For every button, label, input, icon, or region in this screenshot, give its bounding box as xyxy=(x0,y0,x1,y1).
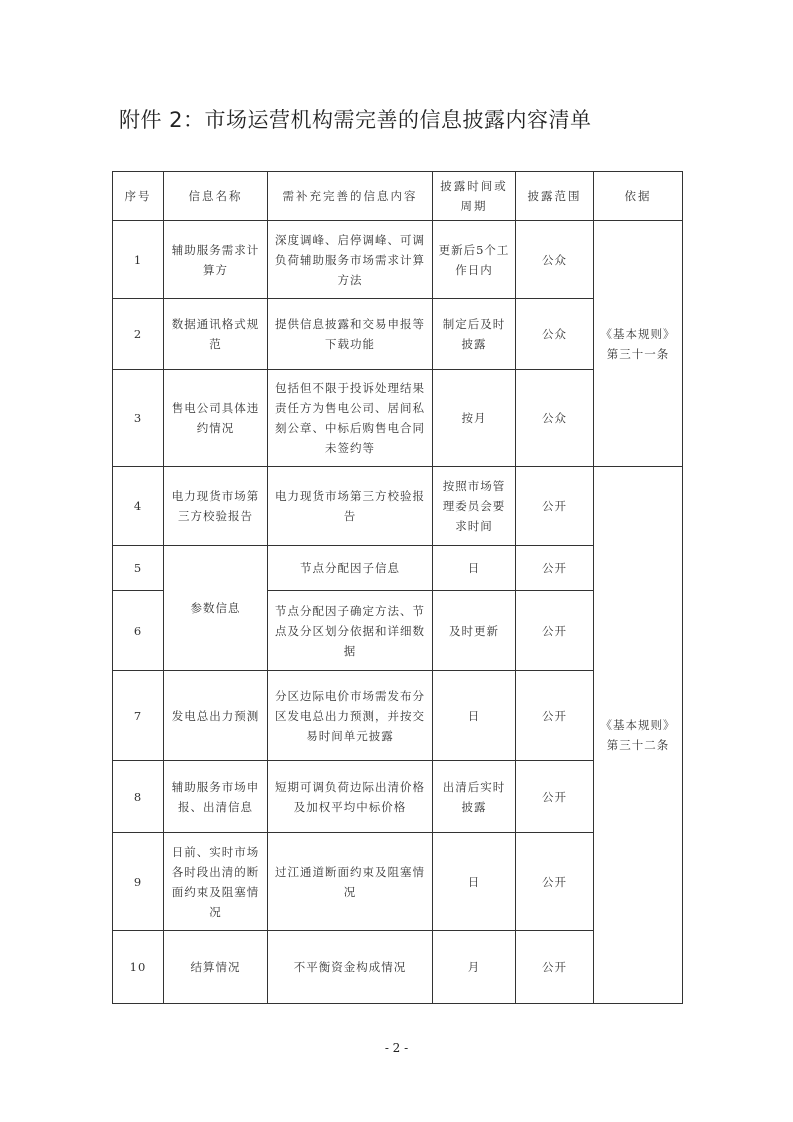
row-scope: 公开 xyxy=(516,591,594,671)
row-scope: 公开 xyxy=(516,546,594,591)
row-name: 辅助服务需求计算方 xyxy=(164,221,268,299)
row-scope: 公众 xyxy=(516,299,594,370)
row-timing: 出清后实时披露 xyxy=(433,761,516,833)
row-scope: 公开 xyxy=(516,931,594,1004)
row-name: 参数信息 xyxy=(164,546,268,671)
row-index: 6 xyxy=(113,591,164,671)
row-scope: 公众 xyxy=(516,221,594,299)
row-content: 分区边际电价市场需发布分区发电总出力预测，并按交易时间单元披露 xyxy=(268,671,433,761)
table-row xyxy=(113,221,683,299)
row-scope: 公开 xyxy=(516,671,594,761)
row-index: 1 xyxy=(113,221,164,299)
row-index: 9 xyxy=(113,833,164,931)
row-timing: 日 xyxy=(433,833,516,931)
row-index: 3 xyxy=(113,370,164,467)
row-index: 10 xyxy=(113,931,164,1004)
table-row xyxy=(113,467,683,546)
row-content: 提供信息披露和交易申报等下载功能 xyxy=(268,299,433,370)
row-scope: 公众 xyxy=(516,370,594,467)
page-number: - 2 - xyxy=(384,1041,409,1055)
row-name: 辅助服务市场申报、出清信息 xyxy=(164,761,268,833)
row-index: 7 xyxy=(113,671,164,761)
row-name: 电力现货市场第三方校验报告 xyxy=(164,467,268,546)
row-timing: 制定后及时披露 xyxy=(433,299,516,370)
row-name: 数据通讯格式规范 xyxy=(164,299,268,370)
row-content: 节点分配因子信息 xyxy=(268,546,433,591)
row-name: 售电公司具体违约情况 xyxy=(164,370,268,467)
row-scope: 公开 xyxy=(516,467,594,546)
disclosure-table xyxy=(112,171,683,1004)
header-timing: 披露时间或周期 xyxy=(433,172,516,221)
header-scope: 披露范围 xyxy=(516,172,594,221)
row-timing: 更新后5个工作日内 xyxy=(433,221,516,299)
basis-group-2: 《基本规则》第三十二条 xyxy=(594,467,683,1004)
header-basis: 依据 xyxy=(594,172,683,221)
header-index: 序号 xyxy=(113,172,164,221)
row-content: 包括但不限于投诉处理结果责任方为售电公司、居间私刻公章、中标后购售电合同未签约等 xyxy=(268,370,433,467)
row-timing: 月 xyxy=(433,931,516,1004)
row-index: 8 xyxy=(113,761,164,833)
row-scope: 公开 xyxy=(516,761,594,833)
header-name: 信息名称 xyxy=(164,172,268,221)
row-name: 结算情况 xyxy=(164,931,268,1004)
row-timing: 按月 xyxy=(433,370,516,467)
row-timing: 日 xyxy=(433,671,516,761)
row-scope: 公开 xyxy=(516,833,594,931)
row-timing: 及时更新 xyxy=(433,591,516,671)
table-header-row xyxy=(113,172,683,221)
row-content: 不平衡资金构成情况 xyxy=(268,931,433,1004)
row-timing: 按照市场管理委员会要求时间 xyxy=(433,467,516,546)
row-index: 4 xyxy=(113,467,164,546)
row-content: 节点分配因子确定方法、节点及分区划分依据和详细数据 xyxy=(268,591,433,671)
header-content: 需补充完善的信息内容 xyxy=(268,172,433,221)
row-timing: 日 xyxy=(433,546,516,591)
row-name: 发电总出力预测 xyxy=(164,671,268,761)
page-title: 附件 2：市场运营机构需完善的信息披露内容清单 xyxy=(119,108,592,132)
row-content: 电力现货市场第三方校验报告 xyxy=(268,467,433,546)
row-name: 日前、实时市场各时段出清的断面约束及阻塞情况 xyxy=(164,833,268,931)
basis-group-1: 《基本规则》第三十一条 xyxy=(594,221,683,467)
row-content: 短期可调负荷边际出清价格及加权平均中标价格 xyxy=(268,761,433,833)
row-content: 深度调峰、启停调峰、可调负荷辅助服务市场需求计算方法 xyxy=(268,221,433,299)
row-content: 过江通道断面约束及阻塞情况 xyxy=(268,833,433,931)
row-index: 5 xyxy=(113,546,164,591)
row-index: 2 xyxy=(113,299,164,370)
